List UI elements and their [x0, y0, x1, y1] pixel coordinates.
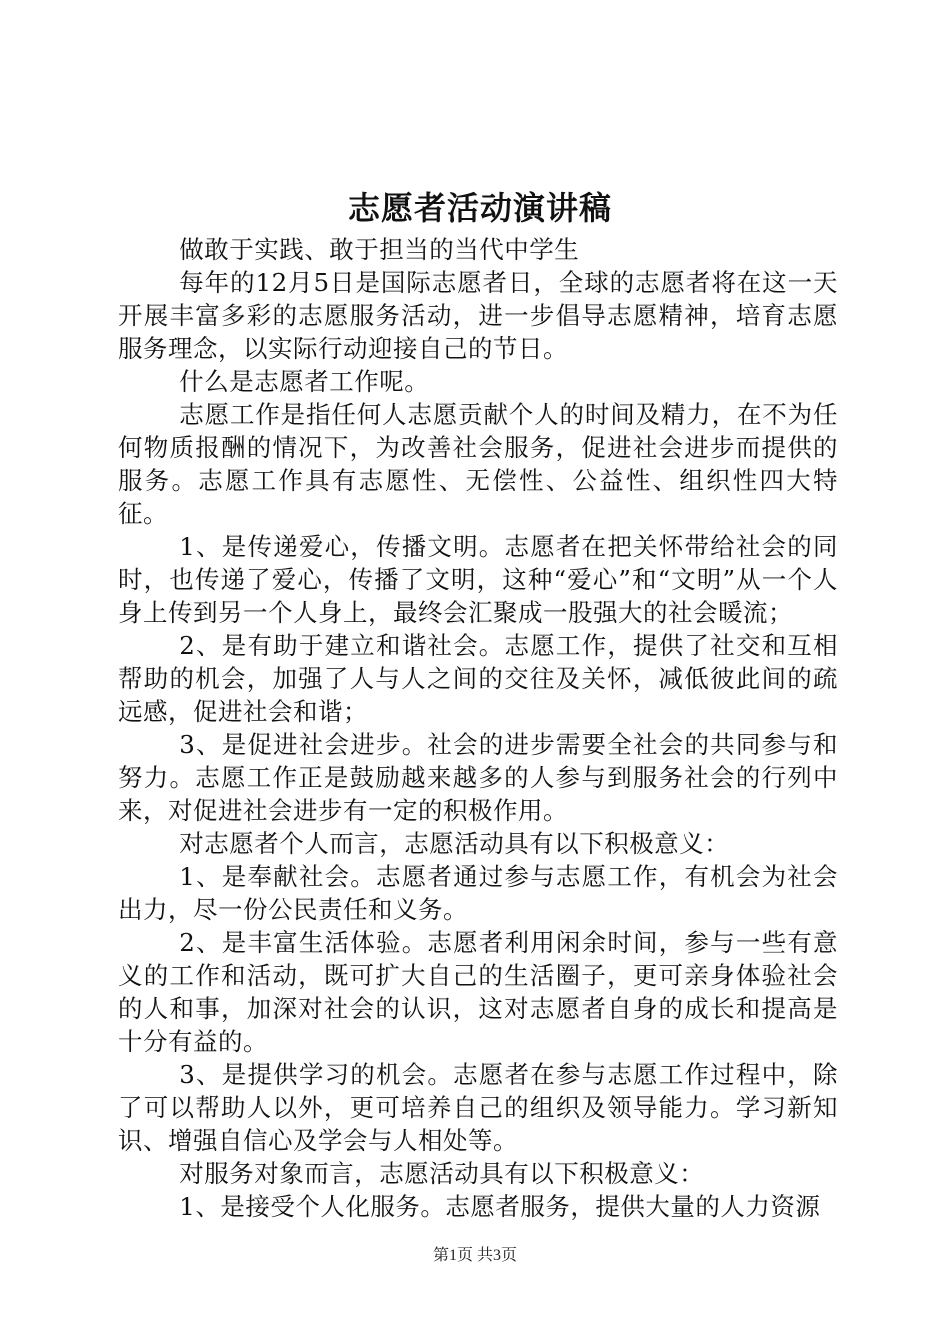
paragraph-social-point-3: 3、是促进社会进步。社会的进步需要全社会的共同参与和努力。志愿工作正是鼓励越来越多的人参与到服务社会的行列中来，对促进社会进步有一定的积极作用。	[118, 730, 838, 825]
paragraph-recipient-point-1: 1、是接受个人化服务。志愿者服务，提供大量的人力资源	[179, 1192, 821, 1221]
paragraph-individual-point-3: 3、是提供学习的机会。志愿者在参与志愿工作过程中，除了可以帮助人以外，更可培养自己的组织及领导能力。学习新知识、增强自信心及学会与人相处等。	[118, 1060, 838, 1155]
paragraph-social-point-1: 1、是传递爱心，传播文明。志愿者在把关怀带给社会的同时，也传递了爱心，传播了文明，这种“爱心”和“文明”从一个人身上传到另一个人身上，最终会汇聚成一股强大的社会暖流；	[118, 532, 838, 627]
paragraph-individual-heading: 对志愿者个人而言，志愿活动具有以下积极意义：	[179, 829, 730, 858]
paragraph-social-point-2: 2、是有助于建立和谐社会。志愿工作，提供了社交和互相帮助的机会，加强了人与人之间的交往及关怀，减低彼此间的疏远感，促进社会和谐；	[118, 631, 838, 726]
paragraph-subtitle: 做敢于实践、敢于担当的当代中学生	[179, 235, 580, 264]
paragraph-individual-point-1: 1、是奉献社会。志愿者通过参与志愿工作，有机会为社会出力，尽一份公民责任和义务。	[118, 862, 838, 924]
paragraph-individual-point-2: 2、是丰富生活体验。志愿者利用闲余时间，参与一些有意义的工作和活动，既可扩大自己的生活圈子，更可亲身体验社会的人和事，加深对社会的认识，这对志愿者自身的成长和提高是十分有益的。	[118, 928, 838, 1056]
document-body	[118, 233, 838, 1223]
paragraph-definition: 志愿工作是指任何人志愿贡献个人的时间及精力，在不为任何物质报酬的情况下，为改善社会服务，促进社会进步而提供的服务。志愿工作具有志愿性、无偿性、公益性、组织性四大特征。	[118, 400, 838, 528]
page-number-footer: 第1页 共3页	[432, 1247, 517, 1264]
document-title: 志愿者活动演讲稿	[347, 189, 612, 227]
paragraph-intro: 每年的12月5日是国际志愿者日，全球的志愿者将在这一天开展丰富多彩的志愿服务活动，进一步倡导志愿精神，培育志愿服务理念，以实际行动迎接自己的节日。	[118, 268, 838, 363]
paragraph-recipient-heading: 对服务对象而言，志愿活动具有以下积极意义：	[179, 1159, 705, 1188]
paragraph-question: 什么是志愿者工作呢。	[179, 367, 430, 396]
